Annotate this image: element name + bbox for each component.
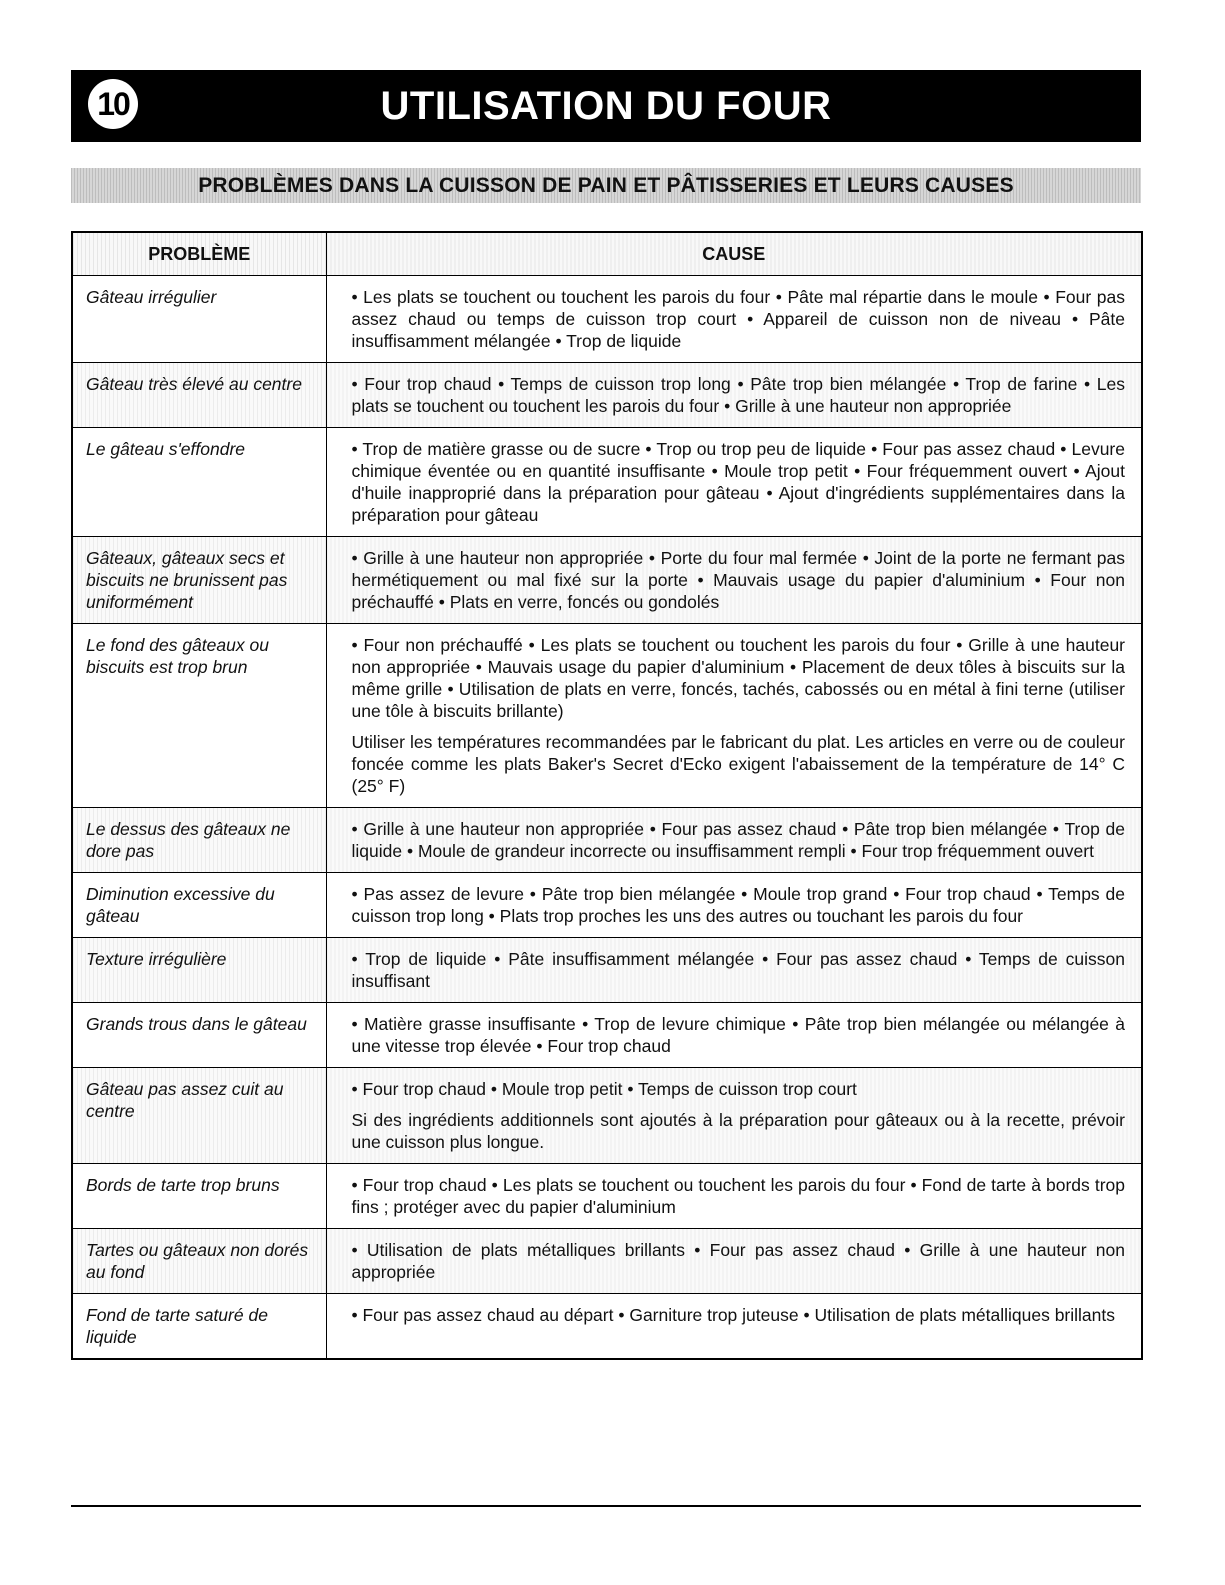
cause-cell <box>326 624 1142 808</box>
problem-cell: Le gâteau s'effondre <box>72 428 326 537</box>
cause-text: • Les plats se touchent ou touchent les parois du four • Pâte mal répartie dans le moule • Four pas assez chaud ou temps de cuisson trop court • Appareil de cuisson non de niveau • Pâte insuffisamment mélangée • Trop de liquide <box>351 287 1125 351</box>
problem-cell: Le fond des gâteaux ou biscuits est trop brun <box>72 624 326 808</box>
problem-cell: Grands trous dans le gâteau <box>72 1003 326 1068</box>
cause-note: Si des ingrédients additionnels sont ajoutés à la préparation pour gâteaux ou à la recette, prévoir une cuisson plus longue. <box>351 1110 1125 1152</box>
cause-cell <box>326 363 1142 428</box>
table-title-bar <box>71 168 1141 203</box>
cause-text: • Grille à une hauteur non appropriée • Porte du four mal fermée • Joint de la porte ne fermant pas hermétiquement ou mal fixé sur la porte • Mauvais usage du papier d'aluminium • Four non préchauffé • Plats en verre, foncés ou gondolés <box>351 548 1125 612</box>
table-header-row <box>72 232 1142 276</box>
cause-text: • Grille à une hauteur non appropriée • Four pas assez chaud • Pâte trop bien mélangée • Trop de liquide • Moule de grandeur incorrecte ou insuffisamment rempli • Four trop fréquemment ouvert <box>351 819 1125 861</box>
cause-text: • Four pas assez chaud au départ • Garniture trop juteuse • Utilisation de plats métalliques brillants <box>351 1305 1115 1325</box>
cause-text: • Four trop chaud • Moule trop petit • Temps de cuisson trop court <box>351 1079 857 1099</box>
table-row <box>72 1294 1142 1360</box>
table-row <box>72 428 1142 537</box>
section-number: 10 <box>97 85 129 122</box>
cause-cell <box>326 1068 1142 1164</box>
cause-cell <box>326 1294 1142 1360</box>
problem-cell: Diminution excessive du gâteau <box>72 873 326 938</box>
problem-cell: Gâteau pas assez cuit au centre <box>72 1068 326 1164</box>
cause-text: • Four non préchauffé • Les plats se touchent ou touchent les parois du four • Grille à une hauteur non appropriée • Mauvais usage du papier d'aluminium • Placement de deux tôles à biscuits sur la même grille • Utilisation de plats en verre, foncés, tachés, cabossés ou en métal à fini terne (utiliser une tôle à biscuits brillante) <box>351 635 1125 721</box>
cause-text: • Utilisation de plats métalliques brillants • Four pas assez chaud • Grille à une hauteur non appropriée <box>351 1240 1125 1282</box>
table-row <box>72 1003 1142 1068</box>
column-header-cause: CAUSE <box>326 232 1142 276</box>
problem-cell: Gâteaux, gâteaux secs et biscuits ne brunissent pas uniformément <box>72 537 326 624</box>
table-row <box>72 363 1142 428</box>
cause-cell <box>326 1229 1142 1294</box>
table-row <box>72 624 1142 808</box>
table-row <box>72 808 1142 873</box>
cause-cell <box>326 428 1142 537</box>
table-row <box>72 1068 1142 1164</box>
table-row <box>72 537 1142 624</box>
section-title: UTILISATION DU FOUR <box>380 84 832 128</box>
cause-text: • Four trop chaud • Temps de cuisson trop long • Pâte trop bien mélangée • Trop de farine • Les plats se touchent ou touchent les parois du four • Grille à une hauteur non appropriée <box>351 374 1125 416</box>
table-row <box>72 873 1142 938</box>
cause-cell <box>326 938 1142 1003</box>
problem-cell: Texture irrégulière <box>72 938 326 1003</box>
problem-cell: Bords de tarte trop bruns <box>72 1164 326 1229</box>
table-body <box>72 276 1142 1360</box>
table-row <box>72 1229 1142 1294</box>
cause-note: Utiliser les températures recommandées par le fabricant du plat. Les articles en verre ou de couleur foncée comme les plats Baker's Secret d'Ecko exigent l'abaissement de la température de 14° C (25° F) <box>351 732 1125 796</box>
problem-cell: Gâteau très élevé au centre <box>72 363 326 428</box>
problem-cell: Fond de tarte saturé de liquide <box>72 1294 326 1360</box>
cause-cell <box>326 276 1142 363</box>
section-header <box>71 70 1141 142</box>
cause-text: • Four trop chaud • Les plats se touchent ou touchent les parois du four • Fond de tarte à bords trop fins ; protéger avec du papier d'aluminium <box>351 1175 1125 1217</box>
problem-cell: Tartes ou gâteaux non dorés au fond <box>72 1229 326 1294</box>
cause-text: • Trop de liquide • Pâte insuffisamment mélangée • Four pas assez chaud • Temps de cuisson insuffisant <box>351 949 1125 991</box>
cause-text: • Matière grasse insuffisante • Trop de levure chimique • Pâte trop bien mélangée ou mélangée à une vitesse trop élevée • Four trop chaud <box>351 1014 1125 1056</box>
cause-cell <box>326 808 1142 873</box>
cause-cell <box>326 873 1142 938</box>
cause-text: • Pas assez de levure • Pâte trop bien mélangée • Moule trop grand • Four trop chaud • Temps de cuisson trop long • Plats trop proches les uns des autres ou touchant les parois du four <box>351 884 1125 926</box>
cause-text: • Trop de matière grasse ou de sucre • Trop ou trop peu de liquide • Four pas assez chaud • Levure chimique éventée ou en quantité insuffisante • Moule trop petit • Four fréquemment ouvert • Ajout d'huile inapproprié dans la préparation pour gâteau • Ajout d'ingrédients supplémentaires dans la préparation pour gâteau <box>351 439 1125 525</box>
column-header-problem: PROBLÈME <box>72 232 326 276</box>
footer-divider <box>71 1505 1141 1507</box>
cause-cell <box>326 1164 1142 1229</box>
table-title: PROBLÈMES DANS LA CUISSON DE PAIN ET PÂTISSERIES ET LEURS CAUSES <box>198 174 1014 197</box>
troubleshooting-table <box>71 231 1143 1360</box>
cause-cell <box>326 1003 1142 1068</box>
problem-cell: Le dessus des gâteaux ne dore pas <box>72 808 326 873</box>
cause-cell <box>326 537 1142 624</box>
problem-cell: Gâteau irrégulier <box>72 276 326 363</box>
table-row <box>72 276 1142 363</box>
table-row <box>72 938 1142 1003</box>
table-row <box>72 1164 1142 1229</box>
